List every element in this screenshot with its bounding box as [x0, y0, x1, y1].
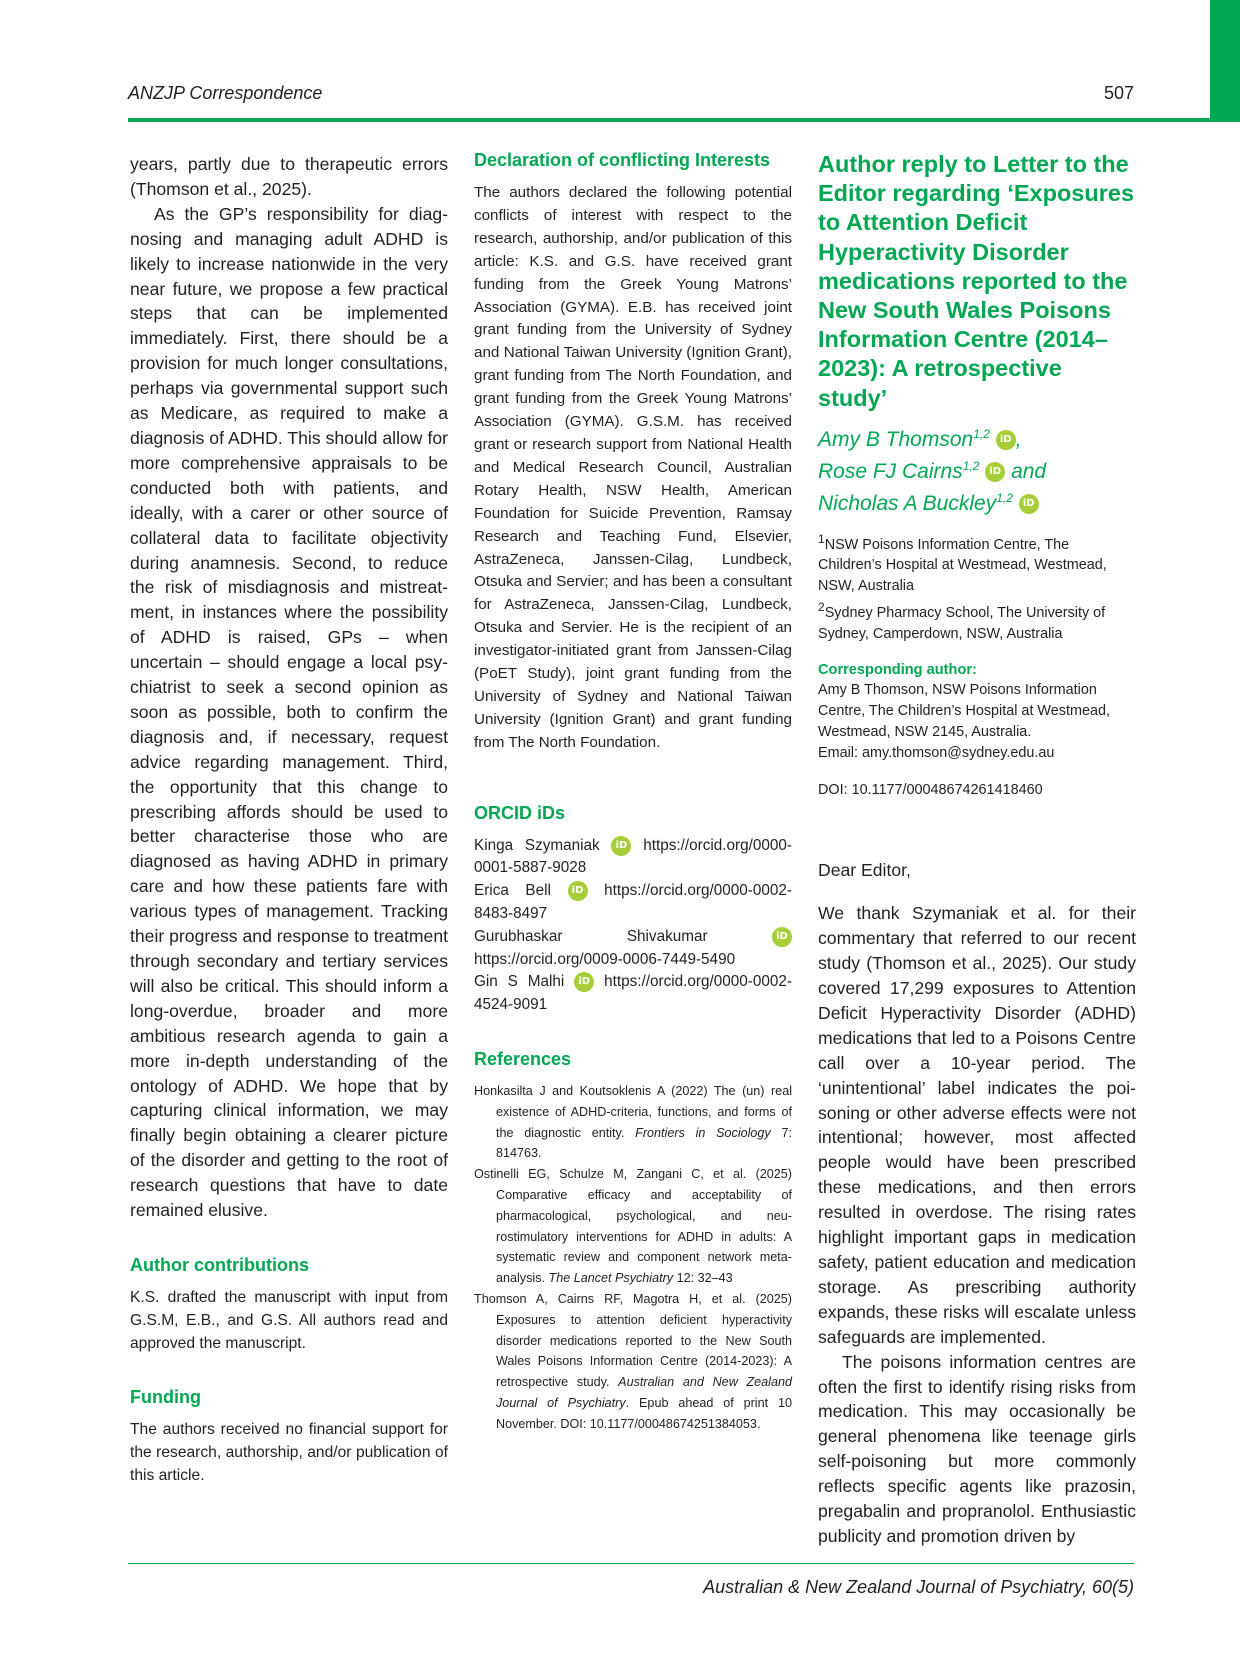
doi[interactable]: DOI: 10.1177/00048674261418460 [818, 781, 1043, 798]
orcid-name: Gin S Malhi [474, 973, 565, 991]
funding-heading: Funding [130, 1387, 201, 1408]
affiliation-item [818, 597, 1136, 644]
affiliations [818, 529, 1136, 645]
reference-journal: Australian and New Zealand Journal of Psychiatry [496, 1375, 792, 1410]
page-header [128, 83, 1134, 109]
author-name: Nicholas A Buckley [818, 491, 997, 515]
author-affiliation: 1,2 [973, 426, 990, 441]
author-name: Amy B Thomson [818, 427, 974, 451]
affiliation-item [818, 529, 1136, 597]
salutation: Dear Editor, [818, 860, 911, 881]
orcid-icon[interactable]: iD [568, 881, 588, 901]
header-rule [128, 118, 1240, 122]
author-affiliation: 1,2 [996, 490, 1013, 505]
author-separator: and [1005, 459, 1047, 483]
orcid-icon[interactable]: iD [985, 462, 1005, 482]
reference-item [474, 1081, 792, 1164]
affiliation-number: 1 [818, 531, 825, 546]
author-name: Rose FJ Cairns [818, 459, 963, 483]
orcid-icon[interactable]: iD [996, 430, 1016, 450]
paragraph: The poisons information centres are often the first to identify rising risks from medication. This may occasionally be general phenomena like teenage girls self-poisoning but more commonly reflects specific agents like prazosin, pregabalin and propranolol. Enthusiastic publicity and promotion driven by [818, 1351, 1136, 1546]
reference-journal: Frontiers in Sociology [635, 1125, 771, 1140]
orcid-icon[interactable]: iD [1019, 494, 1039, 514]
orcid-link[interactable]: https://orcid.org/0009-0006-7449-5490 [474, 950, 736, 968]
page-edge-tab [1210, 0, 1240, 122]
orcid-list [474, 835, 792, 1017]
declaration-text: The authors declared the following potential conflicts of interest with respect to the research, authorship, and/or publication of this article: K.S. and G.S. have received grant funding from the Greek Young Matrons’ Association (GYMA). E.B. has received joint grant funding from the University of Sydney and National Taiwan University (Ignition Grant), grant funding from The North Foundation, and grant funding from the Greek Young Matrons’ Association (GYMA). G.S.M. has received grant or research support from National Health and Medical Research Council, Australian Rotary Health, NSW Health, American Foundation for Suicide Prevention, Ramsay Research and Teaching Fund, Elsevier, AstraZeneca, Janssen-Cilag, Lundbeck, Otsuka and Servier; and has been a consultant for AstraZeneca, Janssen-Cilag, Lundbeck, Otsuka and Servier. He is the recipient of an investigator-initiated grant from Janssen-Cilag (PoET Study), joint grant funding from the University of Sydney and National Taiwan University (Ignition Grant) and grant funding from The North Foundation. [474, 184, 792, 751]
author-affiliation: 1,2 [962, 458, 980, 473]
author-contributions-text: K.S. drafted the manuscript with input from G.S.M, E.B., and G.S. All authors read and approved the manuscript. [130, 1288, 448, 1352]
orcid-heading: ORCID iDs [474, 802, 566, 823]
orcid-name: Gurubhaskar Shivakumar [474, 927, 708, 945]
affiliation-text: NSW Poisons Information Centre, The Children’s Hospital at Westmead, Westmead, NSW, Australia [818, 536, 1107, 595]
reference-details: . Epub ahead of print 10 November. DOI: 10.1177/00048674251384053. [496, 1395, 792, 1431]
corresponding-email[interactable]: Email: amy.thomson@sydney.edu.au [818, 744, 1055, 761]
reference-text: Ostinelli EG, Schulze M, Zangani C, et al. (2025) Comparative efficacy and acceptability of pharmacological, psychological, and neurostimulatory interventions for ADHD in adults: A systematic review and component network meta-analysis. [474, 1167, 792, 1286]
orcid-icon[interactable]: iD [611, 836, 631, 856]
reference-details: 7: 814763. [496, 1125, 792, 1161]
orcid-link[interactable]: https://orcid.org/0000-0002-8483-8497 [474, 882, 793, 923]
orcid-link[interactable]: https://orcid.org/0000-0002-4524-9091 [474, 973, 792, 1014]
paragraph: We thank Szymaniak et al. for their commentary that referred to our recent study (Thomson et al., 2025). Our study covered 17,299 exposures to Attention Deficit Hyperactivity Disorder (ADHD) medications that led to a Poisons Centre call over a 10-year period. The ‘unintentional’ label indicates the poisoning or other adverse effects were not intentional; however, most affected people would have been prescribed these medications, and then errors resulted in overdose. The rising rates highlight important gaps in medication safety, patient education and medication storage. As prescribing authority expands, these risks will escalate unless safeguards are implemented. [818, 903, 1136, 1347]
reference-journal: The Lancet Psychiatry [548, 1271, 674, 1286]
orcid-entry [474, 880, 792, 926]
running-title: ANZJP Correspondence [128, 83, 323, 103]
orcid-name: Kinga Szymaniak [474, 836, 600, 854]
orcid-icon[interactable]: iD [772, 927, 792, 947]
paragraph: years, partly due to therapeutic errors (Thomson et al., 2025). [130, 154, 448, 199]
orcid-entry [474, 926, 792, 972]
reference-details: 12: 32–43 [673, 1271, 733, 1286]
orcid-icon[interactable]: iD [574, 972, 594, 992]
reference-list [474, 1081, 792, 1435]
column-2 [474, 148, 792, 1435]
corresponding-author-text: Amy B Thomson, NSW Poisons Information Centre, The Children’s Hospital at Westmead, Westmead, NSW 2145, Australia. [818, 682, 1110, 740]
reference-text: Honkasilta J and Koutsoklenis A (2022) The (un) real existence of ADHD-criteria, functions, and forms of the diagnostic entity. [474, 1084, 792, 1140]
column-3 [818, 150, 1136, 1549]
orcid-entry [474, 835, 792, 881]
author-separator: , [1015, 427, 1022, 451]
orcid-link[interactable]: https://orcid.org/0000-0001-5887-9028 [474, 836, 792, 877]
affiliation-text: Sydney Pharmacy School, The University of Sydney, Camperdown, NSW, Australia [818, 604, 1106, 642]
paragraph: As the GP’s responsibility for diagnosing and managing adult ADHD is likely to increase nationwide in the very near future, we propose a few practical steps that can be implemented immediately. First, there should be a provision for much longer consultations, perhaps via governmental support such as Medicare, as required to make a diagnosis of ADHD. This should allow for more comprehensive appraisals to be conducted both with patients, and ideally, with a carer or other source of collateral data to facilitate objectivity during anamnesis. Second, to reduce the risk of misdiagnosis and mistreatment, in instances where the possibility of ADHD is raised, GPs – when uncertain – should engage a local psychiatrist to seek a second opinion as soon as possible, both to confirm the diagnosis and, if necessary, request advice regarding management. Third, the opportunity that this change to prescribing affords should be used to better characterise those who are diagnosed as having ADHD in primary care and how these patients fare with various types of management. Tracking their progress and response to treatment through secondary and tertiary services will also be critical. This should inform a long-overdue, broader and more ambitious research agenda to gain a more in-depth understanding of the ontology of ADHD. We hope that by capturing clinical information, we may finally begin obtaining a clearer picture of the disorder and getting to the root of research questions that have to date remained elusive. [130, 203, 448, 1221]
author-contributions-heading: Author contributions [130, 1254, 309, 1275]
column-1 [130, 152, 448, 1488]
affiliation-number: 2 [818, 600, 825, 615]
declaration-heading: Declaration of conflicting Interests [474, 150, 771, 170]
funding-text: The authors received no financial support for the research, authorship, and/or publication of this article. [130, 1421, 448, 1484]
reference-item [474, 1164, 792, 1289]
author-list [818, 421, 1136, 517]
orcid-name: Erica Bell [474, 882, 551, 900]
reference-item [474, 1289, 792, 1435]
article-title: Author reply to Letter to the Editor regarding ‘Exposures to Attention Deficit Hyperactivity Disorder medications reported to the New South Wales Poisons Information Centre (2014–2023): A retrospective study’ [818, 151, 1135, 411]
corresponding-author-heading: Corresponding author: [818, 662, 977, 679]
reference-text: Thomson A, Cairns RF, Magotra H, et al. (2025) Exposures to attention deficient hyperactivity disorder medications reported to the New South Wales Poisons Information Centre (2014-2023): A retrospective study. [474, 1292, 792, 1390]
orcid-entry [474, 971, 792, 1017]
references-heading: References [474, 1049, 572, 1070]
footer-rule [128, 1563, 1134, 1564]
page-number: 507 [1103, 83, 1134, 103]
journal-footer: Australian & New Zealand Journal of Psychiatry, 60(5) [703, 1577, 1134, 1597]
